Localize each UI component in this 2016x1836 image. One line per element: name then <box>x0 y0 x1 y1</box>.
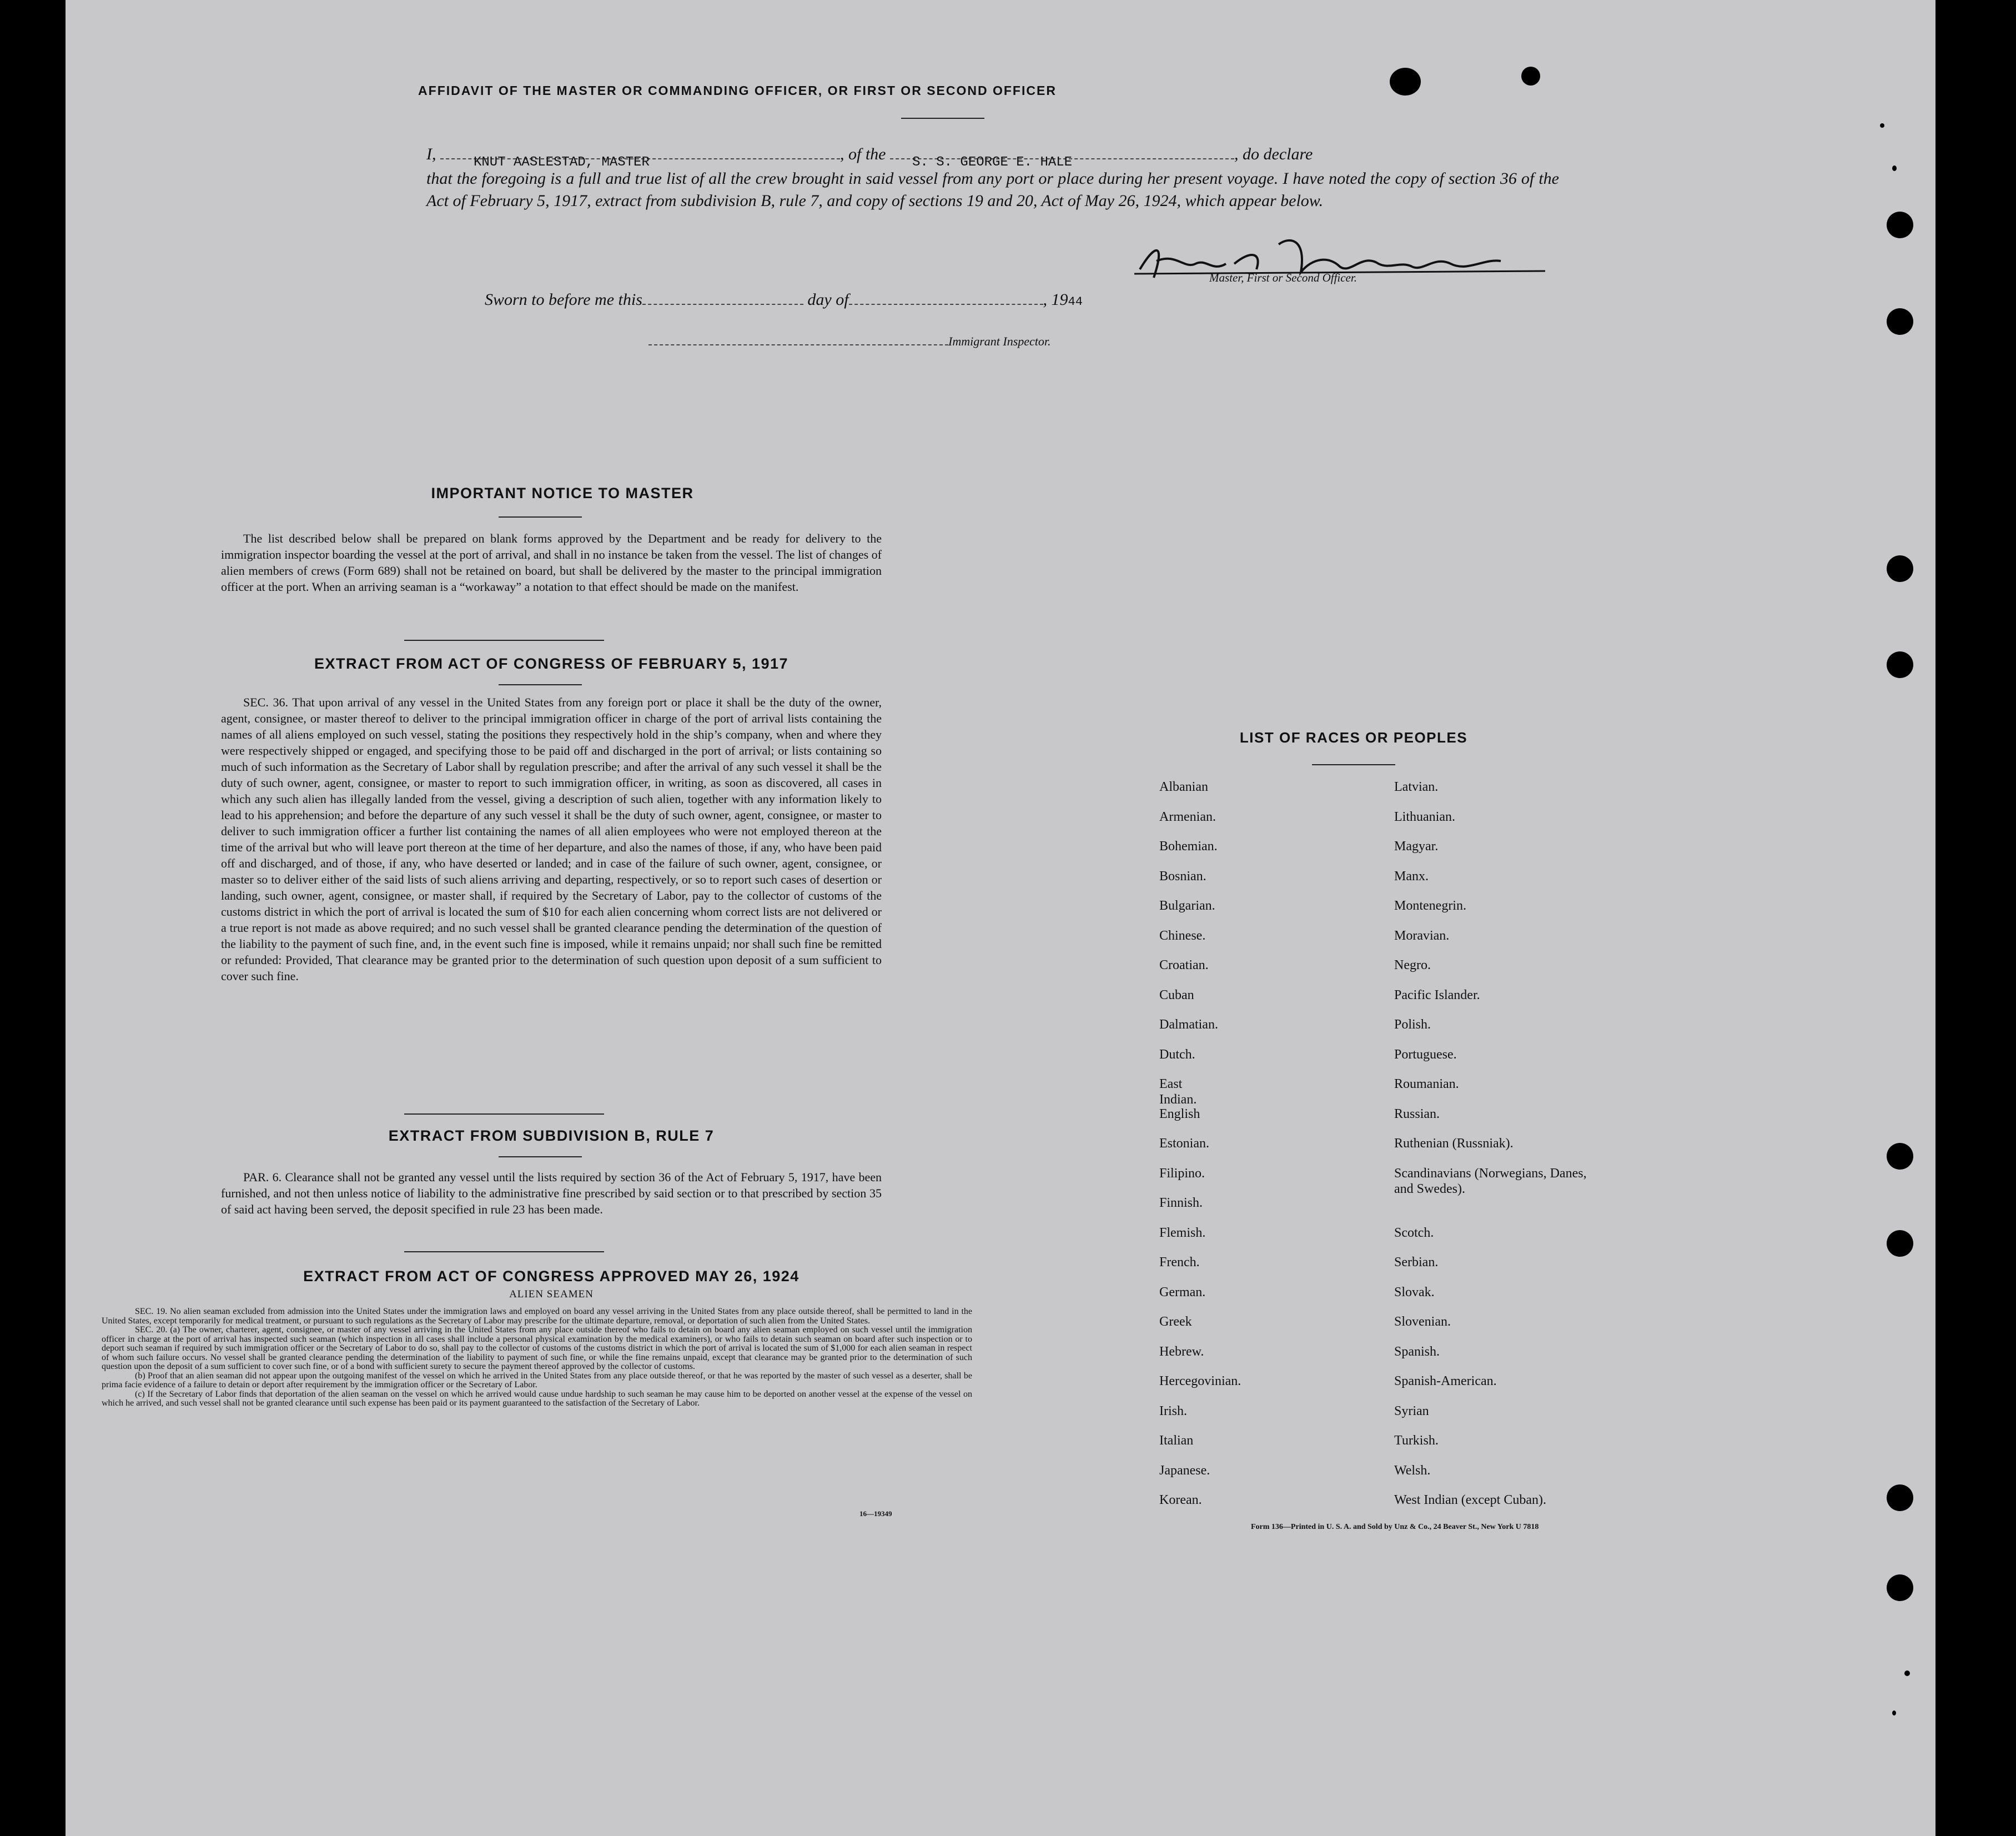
divider <box>901 118 984 119</box>
race-item: Dutch. <box>1159 1047 1195 1062</box>
race-item: Scotch. <box>1394 1225 1434 1240</box>
race-item: Lithuanian. <box>1394 809 1455 824</box>
race-item: Syrian <box>1394 1403 1429 1418</box>
race-item: Magyar. <box>1394 839 1439 854</box>
signature-caption: Master, First or Second Officer. <box>1209 271 1357 284</box>
ink-blot <box>1390 68 1421 96</box>
race-item: Ruthenian (Russniak). <box>1394 1136 1514 1151</box>
month-field <box>849 304 1043 305</box>
label-day-of: day of <box>807 290 849 309</box>
race-item: Russian. <box>1394 1106 1440 1121</box>
race-item: East Indian. <box>1159 1077 1197 1107</box>
sworn-line <box>485 289 1617 313</box>
label-do-declare: , do declare <box>1234 145 1313 163</box>
printer-footer: Form 136—Printed in U. S. A. and Sold by Unz & Co., 24 Beaver St., New York U 7818 <box>1251 1523 1539 1531</box>
document-page <box>66 0 1935 1836</box>
races-title: LIST OF RACES OR PEOPLES <box>1239 729 1468 746</box>
extract-1924-title: EXTRACT FROM ACT OF CONGRESS APPROVED MAY 26, 1924 <box>303 1268 800 1285</box>
extract-1917-title: EXTRACT FROM ACT OF CONGRESS OF FEBRUARY 5, 1917 <box>314 655 789 672</box>
race-item: Japanese. <box>1159 1463 1210 1478</box>
race-item: Polish. <box>1394 1017 1431 1032</box>
race-item: Chinese. <box>1159 928 1206 943</box>
day-field <box>642 304 803 305</box>
vessel-name: S. S. GEORGE E. HALE <box>912 155 1073 170</box>
ink-speck <box>1904 1671 1910 1676</box>
race-item: Negro. <box>1394 958 1431 972</box>
extract-1917-text: SEC. 36. That upon arrival of any vessel in the United States from any foreign port or place it shall be the duty of the owner, agent, consignee, or master thereof to deliver to the principal immigration officer in charge of the port of arrival lists containing the names of all aliens employed on such vessel, stating the positions they respectively hold in the ship’s company, when and where they were respectively shipped or engaged, and specifying those to be paid off and discharged in the port of arrival; or lists containing so much of such information as the Secretary of Labor shall by regulation prescribe; and after the arrival of any such vessel it shall be the duty of such owner, agent, consignee, or master to report to such immigration officer, in writing, as soon as discovered, all cases in which any such alien has illegally landed from the vessel, giving a description of such alien, together with any information likely to lead to his apprehension; and before the departure of any such vessel it shall be the duty of such owner, agent, consignee, or master to deliver to such immigration officer a further list containing the names of all alien employees who were not employed thereon at the time of the arrival but who will leave port thereon at the time of her departure, and also the names of those, if any, who have been paid off and discharged, and of those, if any, who have deserted or landed; and in case of the failure of such owner, agent, consignee, or master so to deliver either of the said lists of such aliens arriving and departing, respectively, or so to report such cases of desertion or landing, such owner, agent, consignee, or master shall, if required by the Secretary of Labor, pay to the collector of customs of the customs district in which the port of arrival is located the sum of $10 for each alien concerning whom correct lists are not delivered or a true report is not made as above required; and no such vessel shall be granted clearance pending the determination of the question of the liability to the payment of such fine, and, in the event such fine is imposed, while it remains unpaid; nor shall such fine be remitted or refunded: Provided, That clearance may be granted prior to the determination of such question upon deposit of a sum sufficient to cover such fine. <box>221 695 882 983</box>
section-20b-text: (b) Proof that an alien seaman did not appear upon the outgoing manifest of the vessel on which he arrived in the United States from any place outside thereof, or that he was reported by the master of such vessel as a deserter, shall be prima facie evidence of a failure to detain or deport after requirement by the immigration officer or the Secretary of Labor. <box>102 1371 972 1389</box>
race-item: Portuguese. <box>1394 1047 1457 1062</box>
ink-blot <box>1521 67 1540 86</box>
race-item: Croatian. <box>1159 958 1209 972</box>
race-item: Bohemian. <box>1159 839 1218 854</box>
race-item: Hebrew. <box>1159 1344 1204 1359</box>
divider <box>1312 764 1395 765</box>
binder-hole <box>1887 1484 1913 1511</box>
race-item: Spanish-American. <box>1394 1374 1497 1388</box>
divider <box>499 684 582 685</box>
form-code: 16—19349 <box>859 1509 892 1518</box>
race-item: West Indian (except Cuban). <box>1394 1493 1546 1507</box>
race-item: Italian <box>1159 1433 1194 1448</box>
notice-title: IMPORTANT NOTICE TO MASTER <box>431 485 694 501</box>
race-item: Latvian. <box>1394 780 1439 794</box>
vessel-field <box>890 155 1234 170</box>
race-item: Slovak. <box>1394 1285 1435 1300</box>
section-20c-text: (c) If the Secretary of Labor finds that deportation of the alien seaman on the vessel on which he arrived would cause undue hardship to such seaman he may cause him to be deported on another vessel at the expense of the vessel on which he arrived, and such vessel shall not be granted clearance until such expense has been paid or its payment guaranteed to the satisfaction of the Secretary of Labor. <box>102 1389 972 1408</box>
divider <box>404 1251 604 1252</box>
race-item: Manx. <box>1394 869 1429 884</box>
binder-hole <box>1887 308 1913 335</box>
race-item: Moravian. <box>1394 928 1450 943</box>
label-of-the: , of the <box>840 145 886 163</box>
extract-1924-body <box>102 1307 972 1408</box>
label-year: , 19 <box>1043 290 1068 309</box>
race-item: Turkish. <box>1394 1433 1439 1448</box>
label-sworn: Sworn to before me this <box>485 290 642 309</box>
race-item: German. <box>1159 1285 1206 1300</box>
affidavit-declaration-line <box>426 143 1559 170</box>
extract-1924-subtitle: ALIEN SEAMEN <box>509 1288 594 1300</box>
race-item: Armenian. <box>1159 809 1216 824</box>
race-item: Dalmatian. <box>1159 1017 1218 1032</box>
ink-speck <box>1880 123 1884 128</box>
race-item: Montenegrin. <box>1394 899 1466 913</box>
extract-rule7-title: EXTRACT FROM SUBDIVISION B, RULE 7 <box>388 1127 715 1144</box>
label-inspector: Immigrant Inspector. <box>948 334 1051 348</box>
race-item: Serbian. <box>1394 1255 1439 1270</box>
race-item: Welsh. <box>1394 1463 1431 1478</box>
binder-hole <box>1887 555 1913 582</box>
inspector-field <box>648 344 948 345</box>
name-field <box>440 155 840 170</box>
notice-text: The list described below shall be prepared on blank forms approved by the Department and be ready for delivery to the immigration inspector boarding the vessel at the port of arrival, and shall in no instance be taken from the vessel. The list of changes of alien members of crews (Form 689) shall not be retained on board, but shall be delivered by the master to the principal immigration officer at the port. When an arriving seaman is a “workaway” a notation to that effect should be made on the manifest. <box>221 531 882 594</box>
race-item: Greek <box>1159 1315 1192 1329</box>
race-item: Finnish. <box>1159 1196 1203 1210</box>
race-item: Slovenian. <box>1394 1315 1451 1329</box>
race-item: Bosnian. <box>1159 869 1206 884</box>
affidavit-title: AFFIDAVIT OF THE MASTER OR COMMANDING OFFICER, OR FIRST OR SECOND OFFICER <box>418 83 1057 98</box>
binder-hole <box>1887 1574 1913 1601</box>
ink-speck <box>1892 1710 1896 1715</box>
race-item: Spanish. <box>1394 1344 1440 1359</box>
race-item: French. <box>1159 1255 1200 1270</box>
label-i: I, <box>426 145 436 163</box>
section-19-text: SEC. 19. No alien seaman excluded from admission into the United States under the immigration laws and employed on board any vessel arriving in the United States from any place outside thereof, shall be permitted to land in the United States, except temporarily for medical treatment, or pursuant to such regulations as the Secretary of Labor may prescribe for the ultimate departure, removal, or deportation of such alien from the United States. <box>102 1307 972 1326</box>
ink-speck <box>1892 165 1897 171</box>
binder-hole <box>1887 1143 1913 1170</box>
master-name: KNUT AASLESTAD, MASTER <box>474 155 650 170</box>
binder-hole <box>1887 1230 1913 1257</box>
race-item: Bulgarian. <box>1159 899 1215 913</box>
race-item: Albanian <box>1159 780 1208 794</box>
race-item: Hercegovinian. <box>1159 1374 1241 1388</box>
divider <box>404 640 604 641</box>
section-20a-text: SEC. 20. (a) The owner, charterer, agent, consignee, or master of any vessel arriving in the United States from any place outside thereof who fails to detain on board any alien seaman employed on such vessel until the immigration officer in charge at the port of arrival has inspected such seaman (which inspection in all cases shall include a personal physical examination by the medical examiners), or who fails to detain such seaman on board after such inspection or to deport such seaman if required by such immigration officer or the Secretary of Labor to do so, shall pay to the collector of customs of the customs district in which the port of arrival is located the sum of $1,000 for each alien seaman in respect of whom such failure occurs. No vessel shall be granted clearance pending the determination of the liability to payment of such fine, or while the fine remains unpaid, except that clearance may be granted prior to the determination of such question upon the deposit of a sum sufficient to cover such fine, or of a bond with sufficient surety to secure the payment thereof approved by the collector of customs. <box>102 1325 972 1371</box>
race-item: Flemish. <box>1159 1225 1206 1240</box>
race-item: Estonian. <box>1159 1136 1209 1151</box>
year-value: 44 <box>1068 295 1083 309</box>
race-item: Korean. <box>1159 1493 1202 1507</box>
binder-hole <box>1887 651 1913 678</box>
divider <box>499 1156 582 1157</box>
extract-rule7-text: PAR. 6. Clearance shall not be granted any vessel until the lists required by section 36 of the Act of February 5, 1917, have been furnished, and not then unless notice of liability to the administrative fine prescribed by said section or to that prescribed by section 35 of said act having been served, the deposit specified in rule 23 has been made. <box>221 1170 882 1216</box>
divider <box>499 516 582 518</box>
race-item: Pacific Islander. <box>1394 987 1480 1002</box>
race-item: English <box>1159 1106 1200 1121</box>
race-item: Cuban <box>1159 987 1194 1002</box>
race-item: Scandinavians (Norwegians, Danes, and Swedes). <box>1394 1166 1587 1196</box>
race-item: Filipino. <box>1159 1166 1205 1181</box>
race-item: Irish. <box>1159 1403 1187 1418</box>
binder-hole <box>1887 212 1913 238</box>
divider <box>404 1113 604 1115</box>
inspector-line <box>648 334 1051 349</box>
race-item: Roumanian. <box>1394 1077 1459 1091</box>
affidavit-text: that the foregoing is a full and true list of all the crew brought in said vessel from any port or place during her present voyage. I have noted the copy of section 36 of the Act of February 5, 1917, extract from subdivision B, rule 7, and copy of sections 19 and 20, Act of May 26, 1924, which appear below. <box>426 169 1559 210</box>
